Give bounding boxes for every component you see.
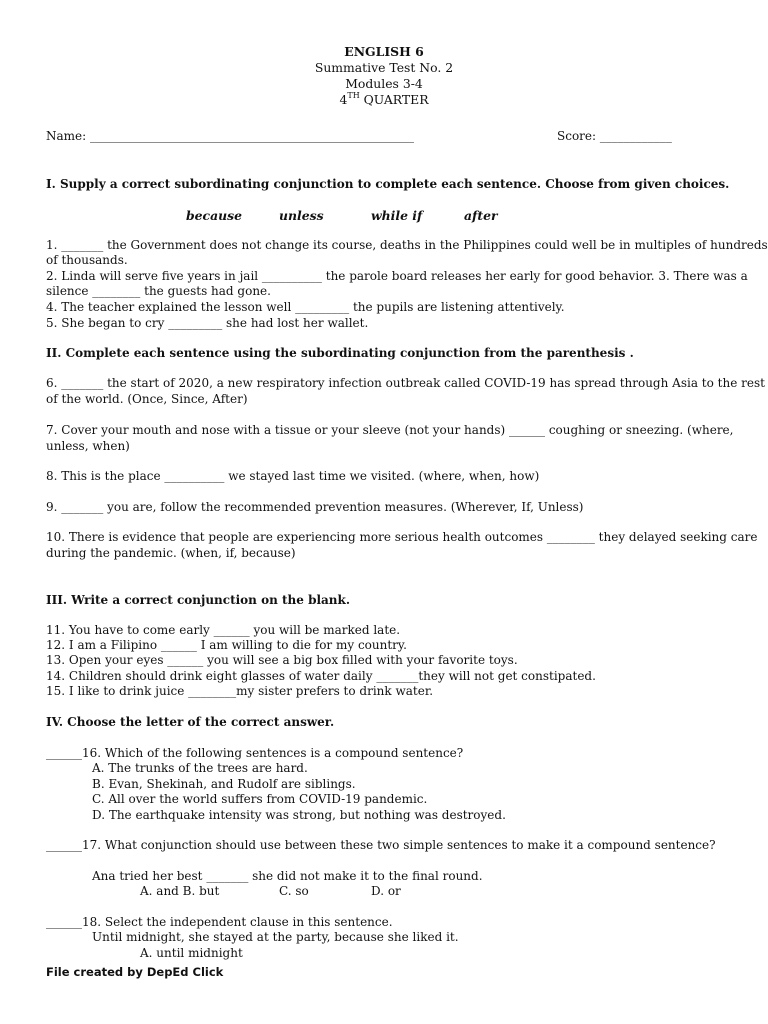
- q17-sentence: Ana tried her best _______ she did not make it to the final round.: [92, 869, 483, 883]
- q18-sentence: Until midnight, she stayed at the party, because she liked it.: [92, 930, 459, 944]
- score-field-label: Score: ____________: [557, 129, 672, 143]
- quarter-line: [0, 92, 768, 107]
- q7-line1: 7. Cover your mouth and nose with a tissue or your sleeve (not your hands) ______ coughing or sneezing. (where,: [46, 423, 734, 437]
- q6-line1: 6. _______ the start of 2020, a new respiratory infection outbreak called COVID-19 has spread through Asia to the rest: [46, 376, 765, 390]
- q10-line1: 10. There is evidence that people are experiencing more serious health outcomes ________ they delayed seeking care: [46, 530, 758, 544]
- modules-line: Modules 3-4: [345, 76, 423, 91]
- q16-option-b: B. Evan, Shekinah, and Rudolf are siblings.: [92, 777, 356, 791]
- q17-stem: ______17. What conjunction should use between these two simple sentences to make it a compound sentence?: [46, 838, 716, 852]
- q18-option-a: A. until midnight: [140, 946, 243, 960]
- q9: 9. _______ you are, follow the recommended prevention measures. (Wherever, If, Unless): [46, 500, 584, 514]
- footer-credit: File created by DepEd Click: [46, 965, 224, 979]
- q14: 14. Children should drink eight glasses of water daily _______they will not get constipated.: [46, 669, 596, 683]
- part3-instruction: III. Write a correct conjunction on the blank.: [46, 593, 351, 607]
- choice-unless: unless: [279, 208, 324, 223]
- q16-stem: ______16. Which of the following sentences is a compound sentence?: [46, 746, 464, 760]
- quarter-num: 4: [339, 92, 348, 107]
- quarter-sup: TH: [347, 90, 360, 100]
- q15: 15. I like to drink juice ________my sister prefers to drink water.: [46, 684, 434, 698]
- part1-item-1b: of thousands.: [46, 253, 128, 267]
- q12: 12. I am a Filipino ______ I am willing to die for my country.: [46, 638, 407, 652]
- choice-because: because: [186, 208, 242, 223]
- name-field-label: Name: ______________________________________________________: [46, 129, 414, 143]
- part1-item-2b: silence ________ the guests had gone.: [46, 284, 271, 298]
- q16-option-a: A. The trunks of the trees are hard.: [92, 761, 308, 775]
- q7-line2: unless, when): [46, 439, 130, 453]
- test-title: Summative Test No. 2: [314, 60, 454, 75]
- q16-option-d: D. The earthquake intensity was strong, but nothing was destroyed.: [92, 808, 506, 822]
- choice-after: after: [464, 208, 498, 223]
- part1-item-5: 5. She began to cry _________ she had lost her wallet.: [46, 316, 369, 330]
- part2-instruction: II. Complete each sentence using the subordinating conjunction from the parenthesis .: [46, 346, 634, 360]
- q17-option-c: C. so: [279, 884, 309, 898]
- part4-instruction: IV. Choose the letter of the correct answer.: [46, 715, 335, 729]
- part1-item-2a: 2. Linda will serve five years in jail __________ the parole board releases her early for good behavior. 3. There was a: [46, 269, 748, 283]
- part1-item-4: 4. The teacher explained the lesson well _________ the pupils are listening attentively.: [46, 300, 565, 314]
- q11: 11. You have to come early ______ you will be marked late.: [46, 623, 401, 637]
- part1-instruction: I. Supply a correct subordinating conjunction to complete each sentence. Choose from given choices.: [46, 177, 730, 191]
- q18-stem: ______18. Select the independent clause in this sentence.: [46, 915, 393, 929]
- q17-option-ab: A. and B. but: [140, 884, 220, 898]
- q13: 13. Open your eyes ______ you will see a big box filled with your favorite toys.: [46, 653, 518, 667]
- part1-item-1a: 1. _______ the Government does not change its course, deaths in the Philippines could well be in multiples of hundreds: [46, 238, 768, 252]
- q6-line2: of the world. (Once, Since, After): [46, 392, 248, 406]
- q17-option-d: D. or: [371, 884, 401, 898]
- quarter-word: QUARTER: [359, 92, 429, 107]
- subject-title: ENGLISH 6: [344, 44, 424, 59]
- q16-option-c: C. All over the world suffers from COVID-19 pandemic.: [92, 792, 428, 806]
- q8: 8. This is the place __________ we stayed last time we visited. (where, when, how): [46, 469, 540, 483]
- q10-line2: during the pandemic. (when, if, because): [46, 546, 296, 560]
- choice-while-if: while if: [371, 208, 423, 223]
